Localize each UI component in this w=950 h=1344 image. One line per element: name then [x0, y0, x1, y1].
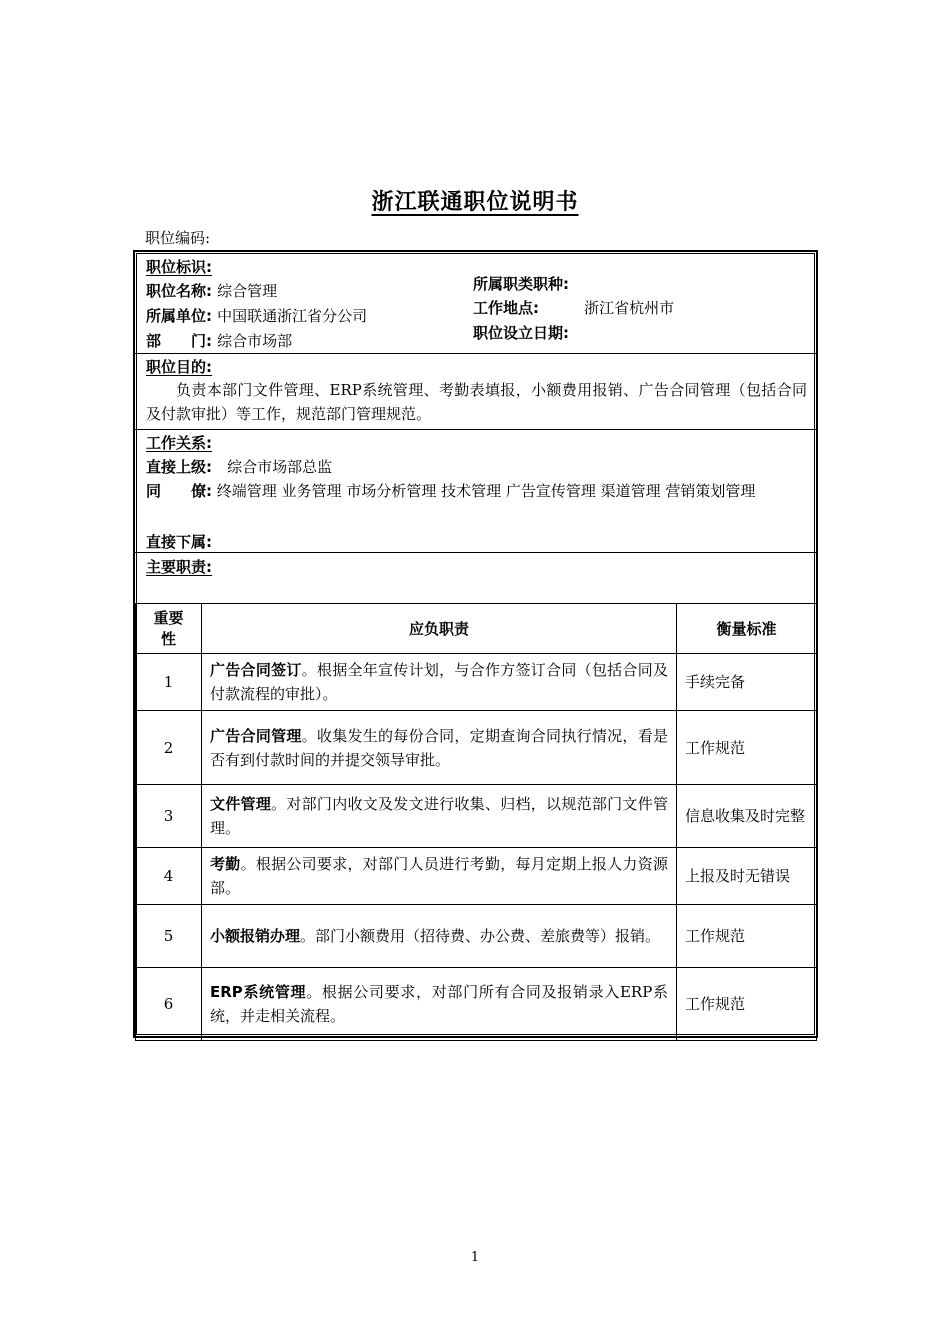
duty-title: 广告合同签订 [210, 661, 302, 679]
row-number: 4 [136, 848, 202, 905]
unit-row [146, 307, 367, 325]
duty-description [202, 905, 677, 968]
department-row [146, 332, 292, 350]
duty-text: 。部门小额费用（招待费、办公费、差旅费等）报销。 [300, 927, 661, 945]
table-header-row [136, 604, 817, 654]
position-name-label: 职位名称: [146, 282, 212, 300]
established-date-label: 职位设立日期: [473, 324, 569, 342]
unit-value: 中国联通浙江省分公司 [217, 307, 368, 325]
peers-label: 同 僚: [146, 482, 212, 500]
divider [135, 552, 816, 553]
location-value: 浙江省杭州市 [584, 299, 675, 317]
standard-value: 信息收集及时完整 [677, 785, 817, 848]
category-row [473, 275, 569, 293]
standard-value: 工作规范 [677, 711, 817, 785]
duty-text: 。根据公司要求，对部门所有合同及报销录入ERP系统，并走相关流程。 [210, 983, 668, 1025]
importance-header: 重要性 [136, 604, 202, 654]
table-row [136, 848, 817, 905]
table-row [136, 711, 817, 785]
relations-section-title: 工作关系: [146, 434, 212, 452]
duties-section-title: 主要职责: [146, 558, 212, 576]
department-label: 部 门: [146, 332, 212, 350]
standard-value: 工作规范 [677, 905, 817, 968]
purpose-section [135, 354, 816, 429]
duty-description [202, 848, 677, 905]
duty-text: 。根据公司要求，对部门人员进行考勤，每月定期上报人力资源部。 [210, 855, 668, 897]
superior-row [146, 458, 332, 476]
row-number: 3 [136, 785, 202, 848]
table-row [136, 905, 817, 968]
duty-title: 小额报销办理 [210, 927, 301, 945]
duty-description [202, 785, 677, 848]
unit-label: 所属单位: [146, 307, 212, 325]
purpose-text: 负责本部门文件管理、ERP系统管理、考勤表填报，小额费用报销、广告合同管理（包括合同及付款审批）等工作，规范部门管理规范。 [146, 381, 807, 423]
department-value: 综合市场部 [217, 332, 293, 350]
superior-label: 直接上级: [146, 458, 212, 476]
duty-text: 。收集发生的每份合同，定期查询合同执行情况，看是否有到付款时间的并提交领导审批。 [210, 726, 668, 769]
standard-value: 手续完备 [677, 654, 817, 711]
duty-title: 广告合同管理 [210, 726, 302, 745]
page-number: 1 [470, 1250, 480, 1265]
row-number: 2 [136, 711, 202, 785]
duty-title: 文件管理 [210, 795, 272, 813]
row-number: 6 [136, 968, 202, 1041]
established-date-row [473, 324, 569, 342]
duty-description [202, 711, 677, 785]
position-code-label: 职位编码: [145, 229, 211, 247]
standard-value: 上报及时无错误 [677, 848, 817, 905]
peers-value: 终端管理 业务管理 市场分析管理 技术管理 广告宣传管理 渠道管理 营销策划管理 [216, 482, 756, 500]
table-row [136, 654, 817, 711]
position-name-row [146, 282, 277, 300]
duty-description [202, 654, 677, 711]
location-label: 工作地点: [473, 299, 539, 317]
duty-title: ERP系统管理 [210, 983, 307, 1001]
purpose-section-title: 职位目的: [146, 358, 212, 376]
subordinate-row [146, 533, 212, 551]
row-number: 1 [136, 654, 202, 711]
relations-section [135, 430, 816, 552]
duty-title: 考勤 [210, 855, 241, 873]
position-name-value: 综合管理 [217, 282, 278, 300]
duty-description [202, 968, 677, 1041]
standard-header: 衡量标准 [677, 604, 817, 654]
identity-section [135, 252, 816, 353]
category-label: 所属职类职种: [473, 275, 569, 293]
duty-text: 。对部门内收文及发文进行收集、归档，以规范部门文件管理。 [210, 795, 668, 837]
row-number: 5 [136, 905, 202, 968]
subordinate-label: 直接下属: [146, 533, 212, 551]
duty-text: 。根据全年宣传计划，与合作方签订合同（包括合同及付款流程的审批）。 [210, 661, 668, 703]
table-row [136, 968, 817, 1041]
location-row [473, 299, 674, 317]
peers-row [146, 479, 807, 503]
table-row [136, 785, 817, 848]
document-title: 浙江联通职位说明书 [371, 190, 579, 215]
responsibility-header: 应负职责 [202, 604, 677, 654]
standard-value: 工作规范 [677, 968, 817, 1041]
superior-value: 综合市场部总监 [227, 458, 333, 476]
duties-table [135, 603, 817, 1041]
identity-section-title: 职位标识: [146, 258, 212, 276]
job-description-form [133, 250, 818, 1038]
